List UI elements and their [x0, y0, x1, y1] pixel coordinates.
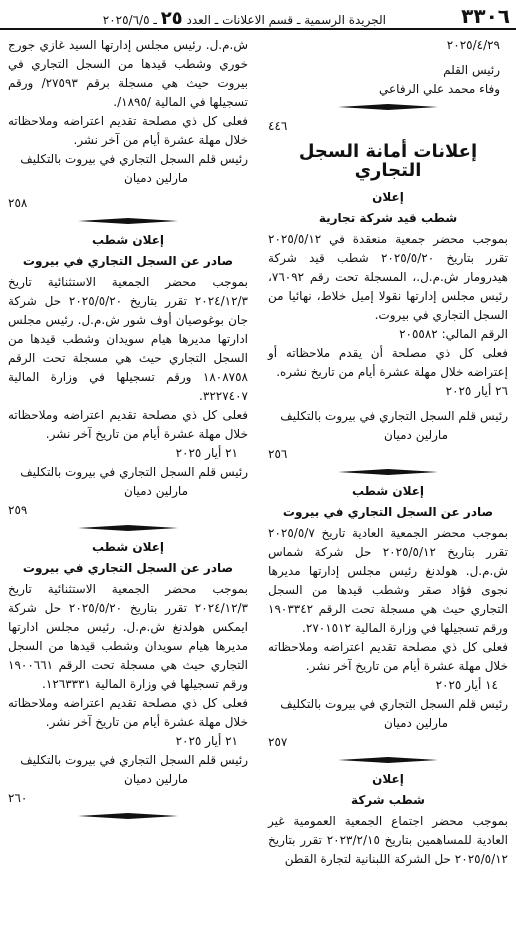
- ad-date: ٢٦ أيار ٢٠٢٥: [445, 384, 508, 398]
- gazette-title-text: الجريدة الرسمية ـ قسم الاعلانات ـ العدد: [186, 13, 386, 27]
- ad-sig-name: مارلين دميان: [124, 772, 188, 786]
- ad-sig-title: رئيس قلم السجل التجاري في بيروت بالتكليف: [20, 753, 248, 767]
- ad-257: [268, 482, 508, 764]
- ad-260: [8, 538, 248, 820]
- divider-ornament: [78, 217, 178, 225]
- ad-title: صادر عن السجل التجاري في بيروت: [282, 505, 494, 519]
- ad-objection: فعلى كل ذي مصلحة تقديم اعتراضه وملاحظاته خلال مهلة عشرة أيام من تاريخ آخر نشر.: [8, 408, 248, 441]
- divider-ornament: [78, 524, 178, 532]
- ad-number: ٢٥٦: [268, 447, 288, 461]
- top-date: ٢٠٢٥/٤/٢٩: [446, 38, 500, 52]
- ad-body: بموجب محضر جمعية منعقدة في ٢٠٢٥/٥/١٢ تقرر بتاريخ ٢٠٢٥/٥/٢٠ شطب قيد شركة هيدرومار ش.م.ل.، المسجلة تحت رقم ٧٦٠٩٢، رئيس مجلس إدارتها نقولا إميل خلاط، نهائيا من السجل التجاري في بيروت.: [268, 232, 509, 322]
- ad-objection: فعلى كل ذي مصلحة أن يقدم ملاحظاته أو إعتراضه خلال مهلة عشرة أيام من تاريخ نشره.: [268, 346, 508, 379]
- ad-sig-title: رئيس قلم السجل التجاري في بيروت بالتكليف: [280, 697, 508, 711]
- ad-objection: فعلى كل ذي مصلحة تقديم اعتراضه وملاحظاته خلال مهلة عشرة أيام من تاريخ آخر نشر.: [268, 640, 508, 673]
- ad-body: بموجب محضر الجمعية الاستثنائية تاريخ ٢٠٢٤/١٢/٣ تقرر بتاريخ ٢٠٢٥/٥/٢٠ حل شركة ايمكس هولدنغ ش.م.ل. رئيس مجلس ادارتها مديرها هيام سويدان وشطب قيدها من السجل التجاري حيث هي مسجلة تحت الرقم ١٩٠٠٦٦١ ورقم تسجيلها في وزارة المالية ١٢٦٣٣٣١.: [8, 582, 248, 691]
- left-column: [8, 36, 248, 826]
- ad-title: شطب شركة: [351, 793, 425, 807]
- top-sig-title: رئيس القلم: [443, 63, 500, 77]
- ad-label: إعلان: [372, 772, 404, 786]
- ad-number: ٤٤٦: [268, 119, 288, 133]
- ad-title: شطب قيد شركة تجارية: [318, 211, 458, 225]
- top-sig-name: وفاء محمد علي الرفاعي: [379, 82, 500, 96]
- ad-company-dissolution: [268, 770, 508, 869]
- ad-date: ٢١ أيار ٢٠٢٥: [175, 734, 238, 748]
- ad-sig-name: مارلين دميان: [384, 428, 448, 442]
- divider-ornament: [78, 812, 178, 820]
- ad-title: صادر عن السجل التجاري في بيروت: [22, 561, 234, 575]
- ad-body: بموجب محضر الجمعية العادية تاريخ ٢٠٢٥/٥/٧ تقرر بتاريخ ٢٠٢٥/٥/١٢ حل شركة شماس ش.م.ل. هولدنغ رئيس مجلس إدارتها مديرها نجوى فؤاد صقر وشطب قيدها من السجل التجاري حيث هي مسجلة تحت الرقم ١٩٠٣٣٤٢ ورقم تسجيلها في وزارة المالية ٢٧٠١٥١٢.: [268, 526, 508, 635]
- ad-sig-title: رئيس قلم السجل التجاري في بيروت بالتكليف: [20, 465, 248, 479]
- right-column: [268, 36, 508, 869]
- ad-sig-name: مارلين دميان: [384, 716, 448, 730]
- divider-ornament: [338, 468, 438, 476]
- continued-ad-objection: فعلى كل ذي مصلحة تقديم اعتراضه وملاحظاته خلال مهلة عشرة أيام من آخر نشر.: [8, 114, 248, 147]
- continued-ad-sig-name: مارلين دميان: [124, 171, 188, 185]
- ad-number: ٢٥٨: [8, 196, 28, 210]
- ad-sig-title: رئيس قلم السجل التجاري في بيروت بالتكليف: [280, 409, 508, 423]
- page-number: ٣٣٠٦: [461, 4, 510, 28]
- continued-ad-body: ش.م.ل. رئيس مجلس إدارتها السيد غازي جورج خوري وشطب قيدها من السجل التجاري في بيروت حيث هي مسجلة برقم ٢٧٥٩٣/ ورقم تسجيلها في المالية /١٨٩٥/.: [8, 38, 248, 109]
- ad-title: صادر عن السجل التجاري في بيروت: [22, 254, 234, 268]
- divider-ornament: [338, 756, 438, 764]
- ad-body: بموجب محضر اجتماع الجمعية العمومية غير العادية للمساهمين بتاريخ ٢٠٢٣/٢/١٥ تقرر بتاريخ ٢٠٢٥/٥/١٢ حل الشركة اللبنانية لتجارة القطن: [268, 814, 508, 866]
- issue-number: ٢٥: [160, 8, 183, 29]
- ad-objection: فعلى كل ذي مصلحة تقديم اعتراضه وملاحظاته خلال مهلة عشرة أيام من تاريخ آخر نشر.: [8, 696, 248, 729]
- page-header: [0, 0, 516, 30]
- ad-fiscal-number: الرقم المالي: ٢٠٥٥٨٢: [399, 327, 508, 341]
- ad-label: إعلان: [372, 190, 404, 204]
- ad-256: [268, 188, 508, 476]
- ad-label: إعلان شطب: [351, 484, 425, 498]
- ad-number: ٢٦٠: [8, 791, 28, 805]
- continued-ad-sig-title: رئيس قلم السجل التجاري في بيروت بالتكليف: [20, 152, 248, 166]
- ad-body: بموجب محضر الجمعية الاستثنائية تاريخ ٢٠٢٤/١٢/٣ تقرر بتاريخ ٢٠٢٥/٥/٢٠ حل شركة جان بوغوصيان أوف شور ش.م.ل. رئيس مجلس ادارتها مديرها هيام سويدان وشطب قيدها من السجل التجاري حيث هي مسجلة تحت الرقم ١٨٠٨٧٥٨ ورقم تسجيلها في وزارة المالية ٣٢٢٧٤٠٧.: [8, 275, 248, 403]
- ad-label: إعلان شطب: [91, 540, 165, 554]
- ad-259: [8, 231, 248, 532]
- ad-date: ١٤ أيار ٢٠٢٥: [435, 678, 498, 692]
- ad-date: ٢١ أيار ٢٠٢٥: [175, 446, 238, 460]
- ad-number: ٢٥٧: [268, 735, 288, 749]
- gazette-title: [103, 8, 386, 29]
- issue-date: ـ ٢٠٢٥/٦/٥: [102, 13, 157, 27]
- ad-number: ٢٥٩: [8, 503, 28, 517]
- divider-ornament: [338, 103, 438, 111]
- ad-label: إعلان شطب: [91, 233, 165, 247]
- ad-sig-name: مارلين دميان: [124, 484, 188, 498]
- section-title: إعلانات أمانة السجل التجاري: [298, 141, 478, 181]
